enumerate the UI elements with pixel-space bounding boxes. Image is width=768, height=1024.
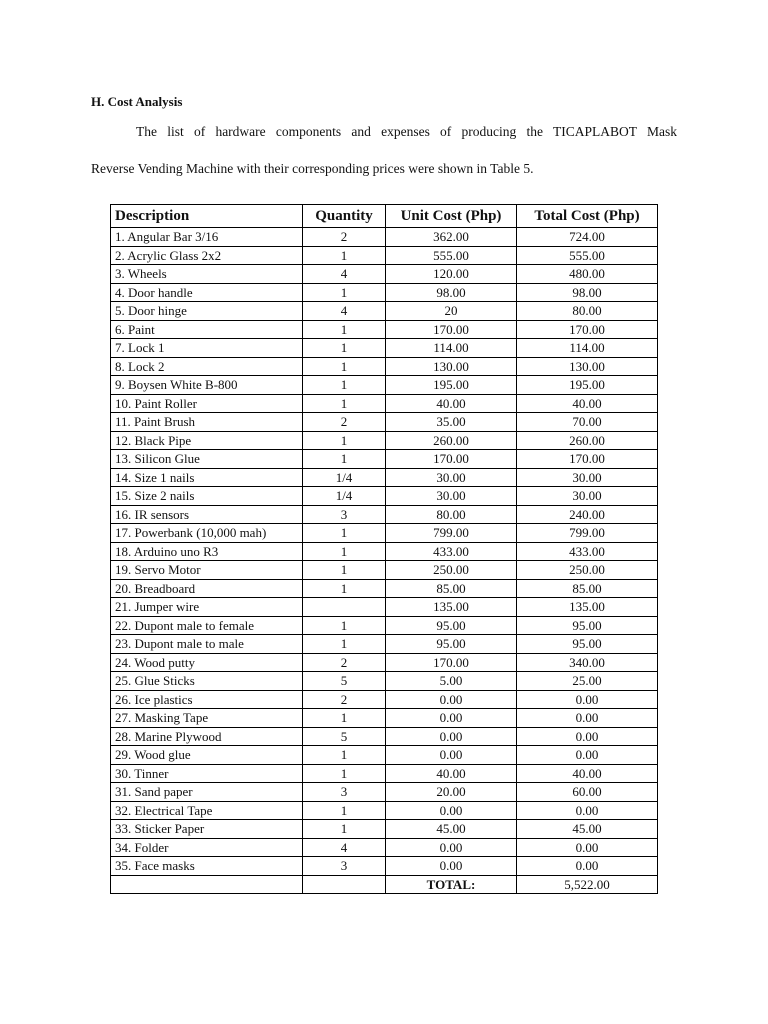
cell-description: 31. Sand paper	[111, 783, 303, 802]
table-row	[111, 542, 658, 561]
cell-quantity: 4	[303, 265, 386, 284]
cell-total-cost: 799.00	[517, 524, 658, 543]
cell-quantity: 1	[303, 635, 386, 654]
table-row	[111, 727, 658, 746]
cell-total-cost: 80.00	[517, 302, 658, 321]
cell-quantity: 4	[303, 302, 386, 321]
cell-description: 34. Folder	[111, 838, 303, 857]
cell-quantity: 2	[303, 413, 386, 432]
cell-description: 33. Sticker Paper	[111, 820, 303, 839]
cell-description: 23. Dupont male to male	[111, 635, 303, 654]
cell-total-cost: 135.00	[517, 598, 658, 617]
cell-quantity: 4	[303, 838, 386, 857]
cell-description: 11. Paint Brush	[111, 413, 303, 432]
cost-table	[110, 204, 658, 894]
cell-total-cost: 240.00	[517, 505, 658, 524]
cell-unit-cost: 555.00	[386, 246, 517, 265]
cell-quantity: 2	[303, 653, 386, 672]
cell-description: 14. Size 1 nails	[111, 468, 303, 487]
table-row	[111, 524, 658, 543]
cell-unit-cost: 20.00	[386, 783, 517, 802]
cell-total-cost: 340.00	[517, 653, 658, 672]
table-row	[111, 783, 658, 802]
cell-unit-cost: 95.00	[386, 635, 517, 654]
cell-quantity: 1	[303, 579, 386, 598]
cell-description: 15. Size 2 nails	[111, 487, 303, 506]
cell-description: 7. Lock 1	[111, 339, 303, 358]
cell-total-cost: 724.00	[517, 228, 658, 247]
cell-total-cost: 85.00	[517, 579, 658, 598]
cell-total-cost: 30.00	[517, 487, 658, 506]
cell-unit-cost: 80.00	[386, 505, 517, 524]
cell-quantity: 2	[303, 690, 386, 709]
cell-description: 6. Paint	[111, 320, 303, 339]
table-row	[111, 246, 658, 265]
cell-quantity: 1	[303, 450, 386, 469]
table-row	[111, 283, 658, 302]
table-row	[111, 672, 658, 691]
cell-description: 2. Acrylic Glass 2x2	[111, 246, 303, 265]
cell-quantity: 1	[303, 376, 386, 395]
section-heading: H. Cost Analysis	[91, 94, 183, 109]
cell-total-cost: 0.00	[517, 690, 658, 709]
table-row	[111, 801, 658, 820]
cell-total-cost: 40.00	[517, 764, 658, 783]
cell-quantity: 5	[303, 727, 386, 746]
table-row	[111, 357, 658, 376]
cell-description: 29. Wood glue	[111, 746, 303, 765]
cell-description: 24. Wood putty	[111, 653, 303, 672]
total-row	[111, 875, 658, 894]
cell-quantity: 1	[303, 524, 386, 543]
cell-unit-cost: 433.00	[386, 542, 517, 561]
cell-unit-cost: 40.00	[386, 764, 517, 783]
table-row	[111, 820, 658, 839]
cell-unit-cost: 0.00	[386, 746, 517, 765]
cell-description: 3. Wheels	[111, 265, 303, 284]
intro-paragraph-line-2: Reverse Vending Machine with their corresponding prices were shown in Table 5.	[91, 161, 534, 176]
cell-description: 26. Ice plastics	[111, 690, 303, 709]
header-description: Description	[111, 205, 303, 228]
table-row	[111, 505, 658, 524]
table-row	[111, 746, 658, 765]
total-value: 5,522.00	[517, 875, 658, 894]
table-row	[111, 320, 658, 339]
table-row	[111, 413, 658, 432]
cell-quantity: 1	[303, 542, 386, 561]
cell-description: 30. Tinner	[111, 764, 303, 783]
cell-quantity: 1	[303, 431, 386, 450]
cell-description: 25. Glue Sticks	[111, 672, 303, 691]
cell-total-cost: 30.00	[517, 468, 658, 487]
cell-quantity: 1	[303, 709, 386, 728]
table-row	[111, 376, 658, 395]
table-row	[111, 764, 658, 783]
cell-total-cost: 95.00	[517, 635, 658, 654]
table-row	[111, 339, 658, 358]
cell-unit-cost: 0.00	[386, 690, 517, 709]
cell-description: 22. Dupont male to female	[111, 616, 303, 635]
header-unit-cost: Unit Cost (Php)	[386, 205, 517, 228]
cell-total-cost: 170.00	[517, 320, 658, 339]
table-row	[111, 635, 658, 654]
cell-description: 8. Lock 2	[111, 357, 303, 376]
cell-unit-cost: 170.00	[386, 450, 517, 469]
table-row	[111, 561, 658, 580]
cell-quantity: 1/4	[303, 487, 386, 506]
cell-total-cost: 480.00	[517, 265, 658, 284]
cell-total-cost: 170.00	[517, 450, 658, 469]
cell-quantity: 3	[303, 857, 386, 876]
table-row	[111, 653, 658, 672]
table-row	[111, 228, 658, 247]
cell-quantity: 3	[303, 783, 386, 802]
cell-description: 21. Jumper wire	[111, 598, 303, 617]
cell-quantity: 1	[303, 820, 386, 839]
cell-total-cost: 60.00	[517, 783, 658, 802]
cell-quantity: 3	[303, 505, 386, 524]
cell-total-cost: 0.00	[517, 838, 658, 857]
total-label: TOTAL:	[386, 875, 517, 894]
cell-total-cost: 0.00	[517, 746, 658, 765]
cell-unit-cost: 120.00	[386, 265, 517, 284]
cell-description: 13. Silicon Glue	[111, 450, 303, 469]
cell-quantity: 1	[303, 801, 386, 820]
table-row	[111, 450, 658, 469]
cell-description: 1. Angular Bar 3/16	[111, 228, 303, 247]
cell-total-cost: 433.00	[517, 542, 658, 561]
cell-description: 5. Door hinge	[111, 302, 303, 321]
table-row	[111, 598, 658, 617]
cell-total-cost: 0.00	[517, 857, 658, 876]
cell-total-cost: 45.00	[517, 820, 658, 839]
cell-quantity: 1	[303, 357, 386, 376]
cell-unit-cost: 35.00	[386, 413, 517, 432]
cell-description: 19. Servo Motor	[111, 561, 303, 580]
cell-total-cost: 555.00	[517, 246, 658, 265]
cell-quantity: 5	[303, 672, 386, 691]
cell-quantity: 1	[303, 283, 386, 302]
cell-total-cost: 95.00	[517, 616, 658, 635]
cell-unit-cost: 170.00	[386, 320, 517, 339]
cell-unit-cost: 20	[386, 302, 517, 321]
table-row	[111, 690, 658, 709]
cell-quantity: 1	[303, 320, 386, 339]
cell-total-cost: 195.00	[517, 376, 658, 395]
cell-unit-cost: 0.00	[386, 801, 517, 820]
table-row	[111, 616, 658, 635]
cell-description: 16. IR sensors	[111, 505, 303, 524]
header-row	[111, 205, 658, 228]
table-row	[111, 579, 658, 598]
total-empty-cell	[303, 875, 386, 894]
cell-total-cost: 114.00	[517, 339, 658, 358]
cell-unit-cost: 98.00	[386, 283, 517, 302]
cell-unit-cost: 0.00	[386, 838, 517, 857]
cell-quantity: 1	[303, 616, 386, 635]
cell-unit-cost: 30.00	[386, 468, 517, 487]
cell-quantity: 1	[303, 246, 386, 265]
cell-unit-cost: 95.00	[386, 616, 517, 635]
cell-unit-cost: 30.00	[386, 487, 517, 506]
cell-unit-cost: 0.00	[386, 709, 517, 728]
cell-description: 28. Marine Plywood	[111, 727, 303, 746]
table-row	[111, 265, 658, 284]
cell-description: 4. Door handle	[111, 283, 303, 302]
table-row	[111, 394, 658, 413]
total-empty-cell	[111, 875, 303, 894]
table-row	[111, 709, 658, 728]
cell-total-cost: 0.00	[517, 709, 658, 728]
cell-unit-cost: 799.00	[386, 524, 517, 543]
cell-unit-cost: 260.00	[386, 431, 517, 450]
cell-unit-cost: 40.00	[386, 394, 517, 413]
header-quantity: Quantity	[303, 205, 386, 228]
header-total-cost: Total Cost (Php)	[517, 205, 658, 228]
cell-quantity	[303, 598, 386, 617]
cell-unit-cost: 0.00	[386, 727, 517, 746]
table-row	[111, 487, 658, 506]
cost-table-body	[111, 228, 658, 876]
cell-description: 32. Electrical Tape	[111, 801, 303, 820]
cell-unit-cost: 135.00	[386, 598, 517, 617]
cell-total-cost: 130.00	[517, 357, 658, 376]
cell-description: 27. Masking Tape	[111, 709, 303, 728]
cell-unit-cost: 0.00	[386, 857, 517, 876]
table-row	[111, 468, 658, 487]
cell-unit-cost: 5.00	[386, 672, 517, 691]
cell-quantity: 1	[303, 746, 386, 765]
cell-total-cost: 250.00	[517, 561, 658, 580]
cell-unit-cost: 170.00	[386, 653, 517, 672]
cell-quantity: 1	[303, 394, 386, 413]
cell-description: 20. Breadboard	[111, 579, 303, 598]
cell-quantity: 1	[303, 339, 386, 358]
cell-unit-cost: 250.00	[386, 561, 517, 580]
table-row	[111, 431, 658, 450]
cell-quantity: 1/4	[303, 468, 386, 487]
cell-quantity: 1	[303, 561, 386, 580]
cell-total-cost: 40.00	[517, 394, 658, 413]
cell-total-cost: 260.00	[517, 431, 658, 450]
cell-description: 17. Powerbank (10,000 mah)	[111, 524, 303, 543]
cell-unit-cost: 195.00	[386, 376, 517, 395]
cell-description: 12. Black Pipe	[111, 431, 303, 450]
cost-table-footer	[111, 875, 658, 894]
cell-unit-cost: 130.00	[386, 357, 517, 376]
cell-unit-cost: 362.00	[386, 228, 517, 247]
cell-unit-cost: 45.00	[386, 820, 517, 839]
table-row	[111, 857, 658, 876]
cell-description: 10. Paint Roller	[111, 394, 303, 413]
cell-unit-cost: 114.00	[386, 339, 517, 358]
cell-total-cost: 25.00	[517, 672, 658, 691]
cell-quantity: 2	[303, 228, 386, 247]
intro-paragraph-line-1: The list of hardware components and expenses of producing the TICAPLABOT Mask	[136, 124, 677, 139]
cell-total-cost: 0.00	[517, 801, 658, 820]
table-row	[111, 838, 658, 857]
cell-total-cost: 0.00	[517, 727, 658, 746]
cell-quantity: 1	[303, 764, 386, 783]
cell-description: 35. Face masks	[111, 857, 303, 876]
cell-description: 18. Arduino uno R3	[111, 542, 303, 561]
cell-total-cost: 98.00	[517, 283, 658, 302]
cell-unit-cost: 85.00	[386, 579, 517, 598]
table-row	[111, 302, 658, 321]
cost-table-header	[111, 205, 658, 228]
cell-total-cost: 70.00	[517, 413, 658, 432]
cell-description: 9. Boysen White B-800	[111, 376, 303, 395]
